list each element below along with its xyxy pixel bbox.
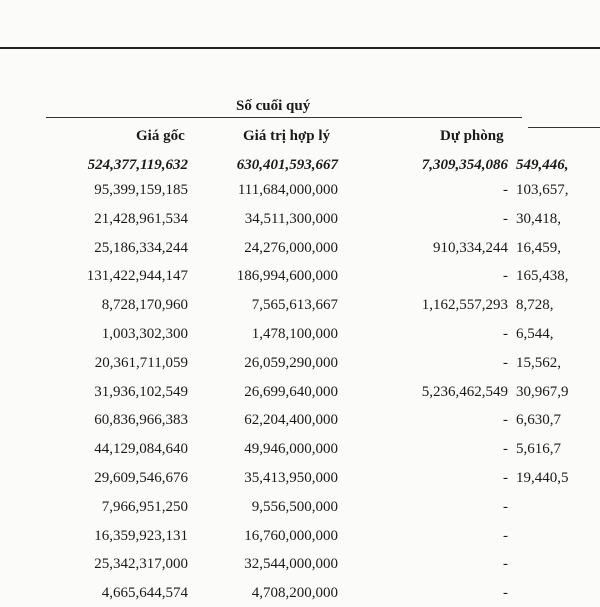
- table-row: [0, 240, 600, 262]
- cell-next-period: 549,446,: [516, 157, 569, 173]
- cell-fair-value: 4,708,200,000: [251, 585, 338, 601]
- table-row: [0, 268, 600, 290]
- group-underline: [46, 117, 522, 118]
- cell-cost: 31,936,102,549: [94, 384, 188, 400]
- table-row: [0, 528, 600, 550]
- cell-fair-value: 35,413,950,000: [244, 470, 338, 486]
- cell-fair-value: 49,946,000,000: [244, 441, 338, 457]
- cell-cost: 25,342,317,000: [94, 556, 188, 572]
- cell-fair-value: 9,556,500,000: [251, 499, 338, 515]
- cell-fair-value: 34,511,300,000: [244, 211, 338, 227]
- cell-next-period: 30,418,: [516, 211, 561, 227]
- cell-fair-value: 1,478,100,000: [251, 326, 338, 342]
- group-header: Số cuối quý: [236, 98, 311, 114]
- table-row: [0, 441, 600, 463]
- cell-provision: -: [503, 211, 508, 227]
- cell-cost: 4,665,644,574: [101, 585, 188, 601]
- cell-cost: 25,186,334,244: [94, 240, 188, 256]
- cell-provision: -: [503, 326, 508, 342]
- cell-provision: -: [503, 441, 508, 457]
- cell-provision: 5,236,462,549: [421, 384, 508, 400]
- total-row: [0, 157, 600, 179]
- col-head-provision: Dự phòng: [440, 128, 504, 144]
- table-row: [0, 470, 600, 492]
- cell-cost: 20,361,711,059: [94, 355, 188, 371]
- cell-fair-value: 7,565,613,667: [251, 297, 338, 313]
- top-rule: [0, 47, 600, 49]
- table-row: [0, 499, 600, 521]
- cell-next-period: 16,459,: [516, 240, 561, 256]
- cell-cost: 16,359,923,131: [94, 528, 188, 544]
- cell-cost: 29,609,546,676: [94, 470, 188, 486]
- table-row: [0, 384, 600, 406]
- cell-next-period: 5,616,7: [516, 441, 561, 457]
- cell-provision: -: [503, 528, 508, 544]
- cell-cost: 524,377,119,632: [87, 157, 188, 173]
- cell-provision: -: [503, 182, 508, 198]
- cell-provision: -: [503, 268, 508, 284]
- col-head-fair-value: Giá trị hợp lý: [243, 128, 331, 144]
- cell-provision: -: [503, 499, 508, 515]
- cell-cost: 7,966,951,250: [101, 499, 188, 515]
- cell-next-period: 6,544,: [516, 326, 554, 342]
- cell-next-period: 15,562,: [516, 355, 561, 371]
- cell-cost: 95,399,159,185: [94, 182, 188, 198]
- cell-cost: 131,422,944,147: [86, 268, 188, 284]
- cell-fair-value: 32,544,000,000: [244, 556, 338, 572]
- cell-provision: -: [503, 470, 508, 486]
- cell-cost: 44,129,084,640: [94, 441, 188, 457]
- cell-next-period: 6,630,7: [516, 412, 561, 428]
- cell-fair-value: 186,994,600,000: [236, 268, 338, 284]
- cell-cost: 60,836,966,383: [94, 412, 188, 428]
- table-row: [0, 297, 600, 319]
- cell-provision: 7,309,354,086: [421, 157, 508, 173]
- cell-fair-value: 24,276,000,000: [244, 240, 338, 256]
- cell-next-period: 19,440,5: [516, 470, 569, 486]
- cell-provision: 1,162,557,293: [421, 297, 508, 313]
- cell-next-period: 103,657,: [516, 182, 569, 198]
- cell-fair-value: 630,401,593,667: [236, 157, 338, 173]
- cell-next-period: 30,967,9: [516, 384, 569, 400]
- cell-provision: -: [503, 355, 508, 371]
- cell-fair-value: 26,059,290,000: [244, 355, 338, 371]
- table-row: [0, 211, 600, 233]
- cell-cost: 21,428,961,534: [94, 211, 188, 227]
- cell-provision: -: [503, 556, 508, 572]
- next-group-underline: [528, 127, 600, 128]
- cell-next-period: 8,728,: [516, 297, 554, 313]
- cell-fair-value: 111,684,000,000: [237, 182, 338, 198]
- cell-fair-value: 62,204,400,000: [244, 412, 338, 428]
- cell-provision: -: [503, 412, 508, 428]
- table-row: [0, 326, 600, 348]
- table-row: [0, 585, 600, 607]
- cell-provision: -: [503, 585, 508, 601]
- table-row: [0, 182, 600, 204]
- cell-provision: 910,334,244: [433, 240, 508, 256]
- cell-fair-value: 16,760,000,000: [244, 528, 338, 544]
- table-row: [0, 556, 600, 578]
- table-row: [0, 412, 600, 434]
- col-head-cost: Giá gốc: [136, 128, 185, 144]
- table-row: [0, 355, 600, 377]
- cell-next-period: 165,438,: [516, 268, 569, 284]
- cell-cost: 1,003,302,300: [101, 326, 188, 342]
- cell-fair-value: 26,699,640,000: [244, 384, 338, 400]
- cell-cost: 8,728,170,960: [101, 297, 188, 313]
